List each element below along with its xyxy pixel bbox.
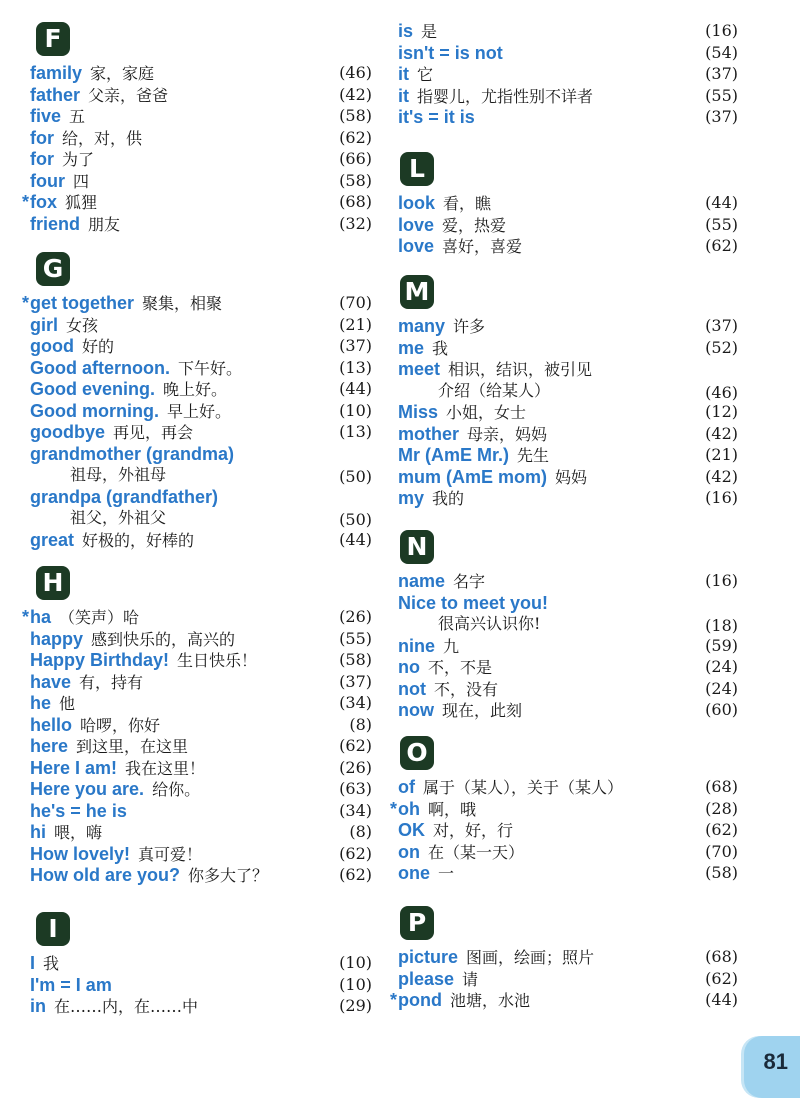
page-reference: (68) xyxy=(339,192,372,211)
page-reference: (12) xyxy=(705,402,738,421)
english-word: many xyxy=(398,316,446,336)
chinese-translation: 不，没有 xyxy=(433,679,498,699)
glossary-entry xyxy=(398,699,738,721)
english-word: happy xyxy=(30,628,84,649)
english-word: four xyxy=(30,170,65,191)
section-letter-p: P xyxy=(400,906,434,940)
chinese-translation: 女孩 xyxy=(66,315,99,335)
chinese-translation: 介绍（给某人） xyxy=(438,380,551,400)
glossary-entry xyxy=(398,946,738,968)
glossary-entry xyxy=(30,628,372,650)
chinese-translation: 生日快乐！ xyxy=(177,651,258,670)
glossary-entry xyxy=(398,42,738,64)
glossary-entry xyxy=(398,968,738,990)
glossary-entry xyxy=(398,444,738,466)
english-word: family xyxy=(30,63,83,83)
page-reference: (62) xyxy=(339,843,372,863)
english-word: isn't = is not xyxy=(398,42,503,63)
glossary-entry xyxy=(30,821,372,843)
chinese-translation: 为了 xyxy=(62,150,95,169)
glossary-entry xyxy=(398,20,738,42)
chinese-translation: 我在这里！ xyxy=(125,758,206,778)
english-word: here xyxy=(30,736,69,756)
page-reference: (16) xyxy=(705,488,738,507)
page-reference: (50) xyxy=(339,510,372,529)
glossary-entry xyxy=(30,486,372,508)
english-word: look xyxy=(398,193,436,213)
chinese-translation: 是 xyxy=(421,22,438,41)
glossary-entry xyxy=(398,819,738,841)
glossary-entry xyxy=(30,213,372,235)
page-reference: (10) xyxy=(339,974,372,994)
glossary-entry xyxy=(30,529,372,551)
page-reference: (62) xyxy=(705,820,738,839)
section-letter-n: N xyxy=(400,530,434,564)
chinese-translation: 你多大了？ xyxy=(188,866,269,885)
chinese-translation: 晚上好。 xyxy=(163,380,228,399)
glossary-entry xyxy=(398,214,738,236)
page-reference: (46) xyxy=(339,63,372,82)
english-word: not xyxy=(398,678,426,699)
page-reference: (54) xyxy=(705,42,738,62)
page-reference: (58) xyxy=(339,170,372,190)
page-reference: (32) xyxy=(339,213,372,233)
glossary-entry xyxy=(398,192,738,214)
page-reference: (26) xyxy=(339,757,372,777)
glossary-entry xyxy=(30,314,372,336)
english-word: it xyxy=(398,85,409,106)
english-word: love xyxy=(398,214,435,235)
page-reference: (63) xyxy=(339,779,372,798)
english-word: How old are you? xyxy=(30,865,181,885)
page-reference: (21) xyxy=(339,314,372,334)
page-reference: (44) xyxy=(705,193,738,212)
page-reference: (13) xyxy=(339,357,372,377)
section-letter-o: O xyxy=(400,736,434,770)
page-reference: (44) xyxy=(705,990,738,1009)
page-reference: (8) xyxy=(349,714,372,734)
glossary-entry xyxy=(389,798,738,820)
chinese-translation: 请 xyxy=(462,969,479,989)
chinese-translation: 在（某一天） xyxy=(428,842,525,862)
page-reference: (55) xyxy=(705,214,738,234)
page-reference: (55) xyxy=(705,85,738,105)
glossary-entry xyxy=(30,649,372,671)
glossary-entry-continuation xyxy=(398,380,738,402)
optional-word-star: * xyxy=(21,192,29,212)
chinese-translation: 它 xyxy=(417,65,434,84)
english-word: it xyxy=(398,64,409,84)
glossary-entry xyxy=(30,357,372,379)
english-word: he xyxy=(30,693,52,713)
english-word: one xyxy=(398,863,431,883)
english-word: great xyxy=(30,529,75,550)
chinese-translation: 狐狸 xyxy=(65,193,98,212)
english-word: Miss xyxy=(398,402,439,422)
english-word: I'm = I am xyxy=(30,974,112,995)
chinese-translation: 感到快乐的，高兴的 xyxy=(91,629,236,649)
glossary-entry xyxy=(30,757,372,779)
page-reference: (62) xyxy=(705,236,738,255)
page-reference: (26) xyxy=(339,607,372,626)
page-reference: (60) xyxy=(705,700,738,719)
chinese-translation: 现在，此刻 xyxy=(442,701,523,720)
chinese-translation: 在……内，在……中 xyxy=(54,997,199,1016)
glossary-entry xyxy=(30,148,372,170)
chinese-translation: 九 xyxy=(443,636,460,656)
glossary-entry xyxy=(398,358,738,380)
section-letter-g: G xyxy=(36,252,70,286)
glossary-entry xyxy=(30,843,372,865)
english-word: oh xyxy=(398,798,420,819)
english-word: father xyxy=(30,84,81,105)
english-word: pond xyxy=(398,990,442,1010)
chinese-translation: 再见，再会 xyxy=(113,423,194,442)
chinese-translation: 图画，绘画；照片 xyxy=(466,948,595,967)
section-letter-m: M xyxy=(400,275,434,309)
english-word: Here I am! xyxy=(30,757,118,778)
page-reference: (37) xyxy=(339,336,372,355)
glossary-entry xyxy=(30,995,372,1017)
english-word: five xyxy=(30,106,62,126)
english-word: me xyxy=(398,337,425,358)
chinese-translation: 下午好。 xyxy=(177,358,242,378)
glossary-entry xyxy=(30,778,372,800)
page-reference: (52) xyxy=(705,337,738,357)
english-word: good xyxy=(30,336,74,356)
page-reference: (21) xyxy=(705,445,738,464)
glossary-entry xyxy=(398,106,738,128)
chinese-translation: 名字 xyxy=(453,572,486,591)
page-reference: (58) xyxy=(339,106,372,125)
glossary-entry xyxy=(398,776,738,798)
english-word: How lovely! xyxy=(30,843,131,864)
chinese-translation: （笑声）哈 xyxy=(59,608,140,627)
page-reference: (34) xyxy=(339,800,372,820)
page-reference: (42) xyxy=(339,84,372,104)
section-letter-i: I xyxy=(36,912,70,946)
english-word: love xyxy=(398,236,435,256)
page-reference: (46) xyxy=(705,382,738,402)
glossary-entry xyxy=(398,862,738,884)
glossary-entry xyxy=(398,841,738,863)
page-reference: (10) xyxy=(339,400,372,420)
english-word: he's = he is xyxy=(30,800,127,821)
english-word: in xyxy=(30,996,46,1016)
chinese-translation: 给，对，供 xyxy=(62,128,143,148)
english-word: now xyxy=(398,700,434,720)
english-word: girl xyxy=(30,314,59,335)
glossary-entry-continuation xyxy=(398,613,738,635)
glossary-entry xyxy=(398,656,738,678)
english-word: nine xyxy=(398,635,436,656)
chinese-translation: 我的 xyxy=(432,489,465,508)
english-word: hello xyxy=(30,714,73,735)
english-word: Here you are. xyxy=(30,779,145,799)
optional-word-star: * xyxy=(389,798,397,819)
page-number: 81 xyxy=(763,1049,788,1074)
english-word: for xyxy=(30,127,54,148)
page-reference: (42) xyxy=(705,466,738,486)
page-reference: (8) xyxy=(349,822,372,841)
english-word: Mr (AmE Mr.) xyxy=(398,445,510,465)
page-reference: (68) xyxy=(705,777,738,796)
chinese-translation: 指婴儿，尤指性别不详者 xyxy=(417,86,594,106)
chinese-translation: 聚集，相聚 xyxy=(142,294,223,313)
english-word: name xyxy=(398,571,446,591)
chinese-translation: 他 xyxy=(59,694,76,713)
page-reference: (29) xyxy=(339,996,372,1015)
page-reference: (62) xyxy=(339,736,372,755)
page-reference: (37) xyxy=(339,671,372,691)
glossary-entry xyxy=(21,606,372,628)
chinese-translation: 好的 xyxy=(81,337,114,356)
chinese-translation: 我 xyxy=(432,338,449,358)
glossary-entry xyxy=(30,127,372,149)
english-word: is xyxy=(398,21,414,41)
glossary-entry xyxy=(398,401,738,423)
page-reference: (58) xyxy=(339,650,372,669)
page-reference: (58) xyxy=(705,863,738,882)
chinese-translation: 喂，嗨 xyxy=(54,823,103,842)
chinese-translation: 好极的，好棒的 xyxy=(82,530,195,550)
glossary-entry xyxy=(30,400,372,422)
glossary-entry xyxy=(30,735,372,757)
english-word: mother xyxy=(398,423,460,444)
english-word: get together xyxy=(30,293,135,313)
page-reference: (42) xyxy=(705,423,738,443)
page-reference: (62) xyxy=(339,127,372,147)
page-reference: (70) xyxy=(705,841,738,861)
english-word: hi xyxy=(30,822,46,842)
glossary-entry xyxy=(398,466,738,488)
chinese-translation: 母亲，妈妈 xyxy=(467,424,548,444)
glossary-entry xyxy=(30,864,372,886)
chinese-translation: 啊，哦 xyxy=(428,799,477,819)
chinese-translation: 很高兴认识你! xyxy=(438,614,541,633)
chinese-translation: 到这里，在这里 xyxy=(76,737,189,756)
english-word: no xyxy=(398,657,420,677)
glossary-entry xyxy=(30,105,372,127)
page-reference: (37) xyxy=(705,64,738,83)
glossary-entry xyxy=(30,671,372,693)
page-reference: (10) xyxy=(339,953,372,972)
page-reference: (37) xyxy=(705,107,738,126)
english-word: picture xyxy=(398,947,459,967)
optional-word-star: * xyxy=(389,990,397,1010)
glossary-entry xyxy=(30,952,372,974)
glossary-entry-continuation xyxy=(30,507,372,529)
english-word: ha xyxy=(30,607,52,627)
chinese-translation: 爱，热爱 xyxy=(442,215,507,235)
glossary-entry xyxy=(398,423,738,445)
optional-word-star: * xyxy=(21,293,29,313)
glossary-entry xyxy=(398,635,738,657)
page-reference: (24) xyxy=(705,678,738,698)
english-word: Good afternoon. xyxy=(30,357,170,378)
glossary-entry xyxy=(30,84,372,106)
section-letter-f: F xyxy=(36,22,70,56)
chinese-translation: 家，家庭 xyxy=(90,64,155,83)
english-word: mum (AmE mom) xyxy=(398,466,548,487)
chinese-translation: 妈妈 xyxy=(555,467,588,487)
glossary-entry xyxy=(30,714,372,736)
page-reference: (55) xyxy=(339,628,372,648)
chinese-translation: 五 xyxy=(69,107,86,126)
page-reference: (62) xyxy=(339,865,372,884)
section-letter-h: H xyxy=(36,566,70,600)
glossary-entry xyxy=(398,63,738,85)
chinese-translation: 看，瞧 xyxy=(443,194,492,213)
english-word: Happy Birthday! xyxy=(30,650,170,670)
page-reference: (28) xyxy=(705,798,738,818)
glossary-entry xyxy=(398,592,738,614)
chinese-translation: 祖父，外祖父 xyxy=(70,508,167,527)
page-reference: (18) xyxy=(705,616,738,635)
english-word: meet xyxy=(398,359,441,379)
page-reference: (62) xyxy=(705,968,738,988)
chinese-translation: 先生 xyxy=(517,446,550,465)
chinese-translation: 祖母，外祖母 xyxy=(70,465,167,484)
optional-word-star: * xyxy=(21,607,29,627)
page-reference: (70) xyxy=(339,293,372,312)
glossary-entry xyxy=(30,170,372,192)
english-word: grandpa (grandfather) xyxy=(30,486,219,507)
english-word: goodbye xyxy=(30,422,105,442)
glossary-entry xyxy=(398,487,738,509)
chinese-translation: 对，好，行 xyxy=(433,821,514,840)
glossary-entry-continuation xyxy=(30,464,372,486)
english-word: I xyxy=(30,953,36,973)
chinese-translation: 相识，结识，被引见 xyxy=(448,360,593,379)
glossary-entry xyxy=(30,335,372,357)
english-word: Nice to meet you! xyxy=(398,592,549,613)
glossary-entry xyxy=(21,292,372,314)
page-reference: (44) xyxy=(339,529,372,549)
page-reference: (50) xyxy=(339,467,372,486)
english-word: on xyxy=(398,841,420,862)
page-reference: (34) xyxy=(339,693,372,712)
page-reference: (68) xyxy=(705,947,738,966)
english-word: my xyxy=(398,488,425,508)
page-reference: (59) xyxy=(705,635,738,655)
glossary-entry xyxy=(30,692,372,714)
english-word: Good morning. xyxy=(30,400,159,421)
chinese-translation: 许多 xyxy=(453,317,486,336)
glossary-entry xyxy=(30,800,372,822)
english-word: Good evening. xyxy=(30,379,156,399)
chinese-translation: 有，持有 xyxy=(79,672,144,692)
chinese-translation: 我 xyxy=(43,954,60,973)
english-word: it's = it is xyxy=(398,107,475,127)
english-word: of xyxy=(398,777,415,797)
glossary-entry xyxy=(398,85,738,107)
glossary-entry xyxy=(389,989,738,1011)
chinese-translation: 小姐，女士 xyxy=(446,403,527,422)
glossary-entry xyxy=(398,315,738,337)
chinese-translation: 喜好，喜爱 xyxy=(442,237,523,256)
chinese-translation: 父亲，爸爸 xyxy=(88,85,169,105)
glossary-entry xyxy=(30,421,372,443)
english-word: grandmother (grandma) xyxy=(30,443,235,464)
chinese-translation: 属于（某人），关于（某人） xyxy=(423,778,624,797)
glossary-entry xyxy=(30,974,372,996)
glossary-entry xyxy=(398,235,738,257)
chinese-translation: 哈啰，你好 xyxy=(80,715,161,735)
section-letter-l: L xyxy=(400,152,434,186)
glossary-entry xyxy=(398,570,738,592)
glossary-entry xyxy=(398,337,738,359)
english-word: please xyxy=(398,968,455,989)
glossary-entry xyxy=(30,378,372,400)
chinese-translation: 不，不是 xyxy=(428,658,493,677)
page-reference: (16) xyxy=(705,571,738,590)
glossary-entry xyxy=(30,443,372,465)
english-word: for xyxy=(30,149,54,169)
page-reference: (66) xyxy=(339,149,372,168)
chinese-translation: 一 xyxy=(438,864,455,883)
page-reference: (16) xyxy=(705,21,738,40)
chinese-translation: 真可爱！ xyxy=(138,844,203,864)
english-word: have xyxy=(30,671,72,692)
chinese-translation: 朋友 xyxy=(88,214,121,234)
glossary-entry xyxy=(398,678,738,700)
glossary-entry xyxy=(21,191,372,213)
page-reference: (37) xyxy=(705,316,738,335)
english-word: fox xyxy=(30,192,57,212)
chinese-translation: 早上好。 xyxy=(166,401,231,421)
english-word: OK xyxy=(398,820,425,840)
chinese-translation: 四 xyxy=(73,171,90,191)
page-reference: (24) xyxy=(705,657,738,676)
english-word: friend xyxy=(30,213,81,234)
chinese-translation: 给你。 xyxy=(152,780,201,799)
glossary-entry xyxy=(30,62,372,84)
chinese-translation: 池塘，水池 xyxy=(449,991,530,1010)
page-reference: (44) xyxy=(339,379,372,398)
page-reference: (13) xyxy=(339,422,372,441)
